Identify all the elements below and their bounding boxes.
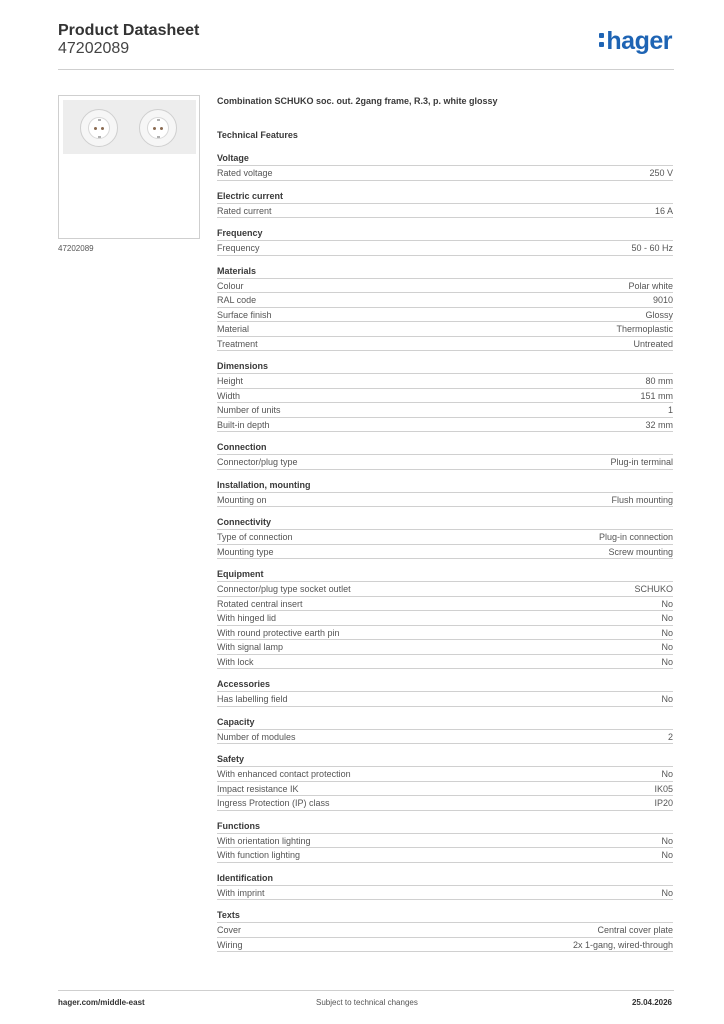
spec-value: No — [661, 642, 673, 652]
double-schuko-socket-icon — [63, 100, 196, 154]
spec-label: Ingress Protection (IP) class — [217, 798, 330, 808]
spec-label: Connector/plug type socket outlet — [217, 584, 351, 594]
spec-value: 151 mm — [640, 390, 673, 401]
group-title: Materials — [217, 265, 673, 279]
spec-value: No — [661, 656, 673, 667]
spec-label: Colour — [217, 280, 244, 291]
group-title: Connectivity — [217, 516, 673, 530]
spec-label: Cover — [217, 925, 242, 935]
spec-value: Plug-in connection — [598, 532, 673, 542]
spec-row — [217, 389, 673, 404]
spec-row — [217, 418, 673, 433]
feature-group — [217, 227, 673, 256]
spec-row — [217, 640, 673, 655]
footer-date: 25.04.2026 — [631, 998, 672, 1007]
spec-label: With signal lamp — [217, 642, 284, 652]
group-title: Dimensions — [217, 360, 673, 374]
spec-row — [217, 293, 673, 308]
group-title: Equipment — [217, 568, 673, 582]
spec-row — [217, 455, 673, 470]
spec-value: No — [661, 887, 673, 898]
product-number: 47202089 — [58, 40, 130, 57]
spec-value: 2 — [667, 731, 673, 742]
spec-label: Wiring — [217, 939, 243, 950]
spec-row — [217, 279, 673, 294]
spec-label: Treatment — [217, 338, 258, 349]
spec-row — [217, 938, 673, 953]
group-title: Texts — [217, 909, 673, 923]
page-title: Product Datasheet — [58, 22, 200, 39]
feature-group — [217, 360, 673, 432]
group-title: Installation, mounting — [217, 479, 673, 493]
spec-label: Number of modules — [217, 731, 296, 742]
page-header — [58, 20, 674, 70]
spec-row — [217, 597, 673, 612]
group-title: Voltage — [217, 152, 673, 166]
spec-row — [217, 530, 673, 545]
spec-value: IK05 — [654, 783, 673, 794]
product-description: Combination SCHUKO soc. out. 2gang frame, R.3, p. white glossy — [217, 96, 498, 106]
spec-label: With orientation lighting — [217, 835, 311, 846]
spec-row — [217, 796, 673, 811]
group-title: Accessories — [217, 678, 673, 692]
spec-value: No — [661, 850, 673, 860]
spec-value: No — [661, 769, 673, 779]
spec-value: Plug-in terminal — [610, 457, 673, 467]
footer-notice: Subject to technical changes — [316, 998, 418, 1007]
product-image-frame — [58, 95, 200, 239]
feature-group — [217, 909, 673, 952]
spec-row — [217, 834, 673, 849]
spec-row — [217, 923, 673, 938]
spec-value: No — [661, 694, 673, 704]
group-title: Identification — [217, 872, 673, 886]
spec-row — [217, 545, 673, 560]
spec-label: Has labelling field — [217, 694, 288, 704]
spec-label: Height — [217, 376, 244, 386]
spec-label: With enhanced contact protection — [217, 769, 351, 779]
spec-value: No — [661, 835, 673, 846]
feature-group — [217, 479, 673, 508]
spec-value: IP20 — [654, 798, 673, 808]
spec-label: Frequency — [217, 243, 260, 253]
group-title: Safety — [217, 753, 673, 767]
spec-value: 50 - 60 Hz — [631, 243, 673, 253]
spec-value: 2x 1-gang, wired-through — [572, 939, 673, 950]
group-title: Electric current — [217, 190, 673, 204]
spec-label: With imprint — [217, 887, 265, 898]
spec-value: Screw mounting — [608, 546, 673, 557]
feature-group — [217, 872, 673, 901]
spec-row — [217, 403, 673, 418]
spec-row — [217, 611, 673, 626]
image-caption: 47202089 — [58, 244, 94, 253]
spec-label: With function lighting — [217, 850, 301, 860]
spec-label: Rated current — [217, 205, 272, 216]
socket-outlet-icon — [139, 109, 177, 147]
logo-colon-icon — [599, 32, 605, 48]
spec-label: Material — [217, 324, 250, 334]
header-divider — [58, 69, 674, 70]
footer-website: hager.com/middle-east — [58, 998, 145, 1007]
spec-value: 80 mm — [645, 376, 673, 386]
spec-row — [217, 582, 673, 597]
spec-label: Number of units — [217, 405, 281, 415]
spec-value: SCHUKO — [634, 584, 673, 594]
feature-group — [217, 568, 673, 669]
spec-value: Central cover plate — [597, 925, 673, 935]
spec-label: With lock — [217, 656, 254, 667]
spec-value: 1 — [667, 405, 673, 415]
spec-label: Connector/plug type — [217, 457, 298, 467]
hager-logo — [599, 28, 672, 54]
feature-group — [217, 441, 673, 470]
spec-row — [217, 322, 673, 337]
spec-value: Untreated — [633, 338, 673, 349]
spec-row — [217, 767, 673, 782]
feature-group — [217, 516, 673, 559]
spec-value: 32 mm — [645, 419, 673, 430]
spec-row — [217, 493, 673, 508]
spec-value: No — [661, 613, 673, 623]
spec-row — [217, 782, 673, 797]
spec-row — [217, 374, 673, 389]
spec-label: Built-in depth — [217, 419, 270, 430]
spec-row — [217, 308, 673, 323]
technical-content — [217, 95, 673, 961]
feature-group — [217, 265, 673, 352]
footer-divider — [58, 990, 674, 991]
spec-value: Thermoplastic — [616, 324, 673, 334]
spec-label: Surface finish — [217, 309, 272, 320]
spec-label: Impact resistance IK — [217, 783, 299, 794]
spec-row — [217, 626, 673, 641]
features-title: Technical Features — [217, 130, 298, 140]
spec-value: No — [661, 627, 673, 638]
spec-row — [217, 730, 673, 745]
spec-row — [217, 204, 673, 219]
logo-text: hager — [606, 27, 672, 55]
feature-group — [217, 152, 673, 181]
spec-label: With hinged lid — [217, 613, 277, 623]
spec-label: With round protective earth pin — [217, 627, 340, 638]
spec-value: Polar white — [628, 280, 673, 291]
group-title: Frequency — [217, 227, 673, 241]
spec-label: Rotated central insert — [217, 598, 303, 609]
spec-row — [217, 166, 673, 181]
feature-group — [217, 190, 673, 219]
feature-group — [217, 753, 673, 811]
spec-value: Flush mounting — [611, 494, 673, 505]
spec-label: Mounting type — [217, 546, 274, 557]
spec-value: 9010 — [652, 295, 673, 305]
group-title: Capacity — [217, 716, 673, 730]
spec-label: RAL code — [217, 295, 257, 305]
feature-groups — [217, 152, 673, 952]
spec-label: Width — [217, 390, 241, 401]
feature-group — [217, 820, 673, 863]
spec-value: 250 V — [649, 168, 673, 178]
spec-row — [217, 655, 673, 670]
spec-label: Mounting on — [217, 494, 267, 505]
spec-label: Rated voltage — [217, 168, 273, 178]
spec-row — [217, 337, 673, 352]
spec-label: Type of connection — [217, 532, 293, 542]
socket-outlet-icon — [80, 109, 118, 147]
spec-row — [217, 886, 673, 901]
feature-group — [217, 678, 673, 707]
spec-row — [217, 692, 673, 707]
spec-row — [217, 241, 673, 256]
spec-row — [217, 848, 673, 863]
spec-value: Glossy — [645, 309, 673, 320]
feature-group — [217, 716, 673, 745]
group-title: Functions — [217, 820, 673, 834]
spec-value: 16 A — [654, 205, 673, 216]
group-title: Connection — [217, 441, 673, 455]
spec-value: No — [661, 598, 673, 609]
